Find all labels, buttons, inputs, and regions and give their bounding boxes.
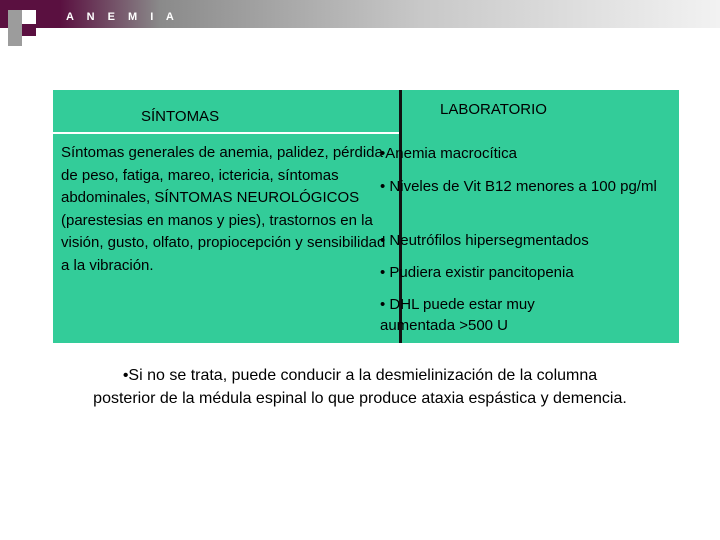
lab-item: • Niveles de Vit B12 menores a 100 pg/ml xyxy=(380,178,657,195)
lab-item: • DHL puede estar muy aumentada >500 U xyxy=(380,296,535,334)
decor-square xyxy=(22,24,36,36)
decor-square xyxy=(8,36,22,46)
symptoms-heading: SÍNTOMAS xyxy=(141,108,220,125)
decor-square xyxy=(8,10,22,24)
complication-note xyxy=(0,364,720,410)
lab-item: • Pudiera existir pancitopenia xyxy=(380,264,574,281)
decor-square xyxy=(22,0,36,10)
note-line: •Si no se trata, puede conducir a la desmielinización de la columna xyxy=(122,367,598,384)
lab-item: •Anemia macrocítica xyxy=(380,145,517,162)
lab-item: • Neutrófilos hipersegmentados xyxy=(380,232,589,249)
decor-square xyxy=(8,24,22,36)
laboratory-heading: LABORATORIO xyxy=(440,101,547,118)
slide-title: A N E M I A xyxy=(66,11,179,23)
note-line: posterior de la médula espinal lo que produce ataxia espástica y demencia. xyxy=(93,390,627,407)
symptoms-text: Síntomas generales de anemia, palidez, pérdida de peso, fatiga, mareo, ictericia, síntomas abdominales, SÍNTOMAS NEUROLÓGICOS (parestesias en manos y pies), trastornos en la visión, gusto, olfato, propiocepción y sensibilidad a la vibración. xyxy=(61,144,386,274)
decor-square xyxy=(36,10,50,24)
header-divider xyxy=(53,132,399,134)
decor-square xyxy=(22,10,36,24)
symptoms-lab-table xyxy=(53,90,679,343)
